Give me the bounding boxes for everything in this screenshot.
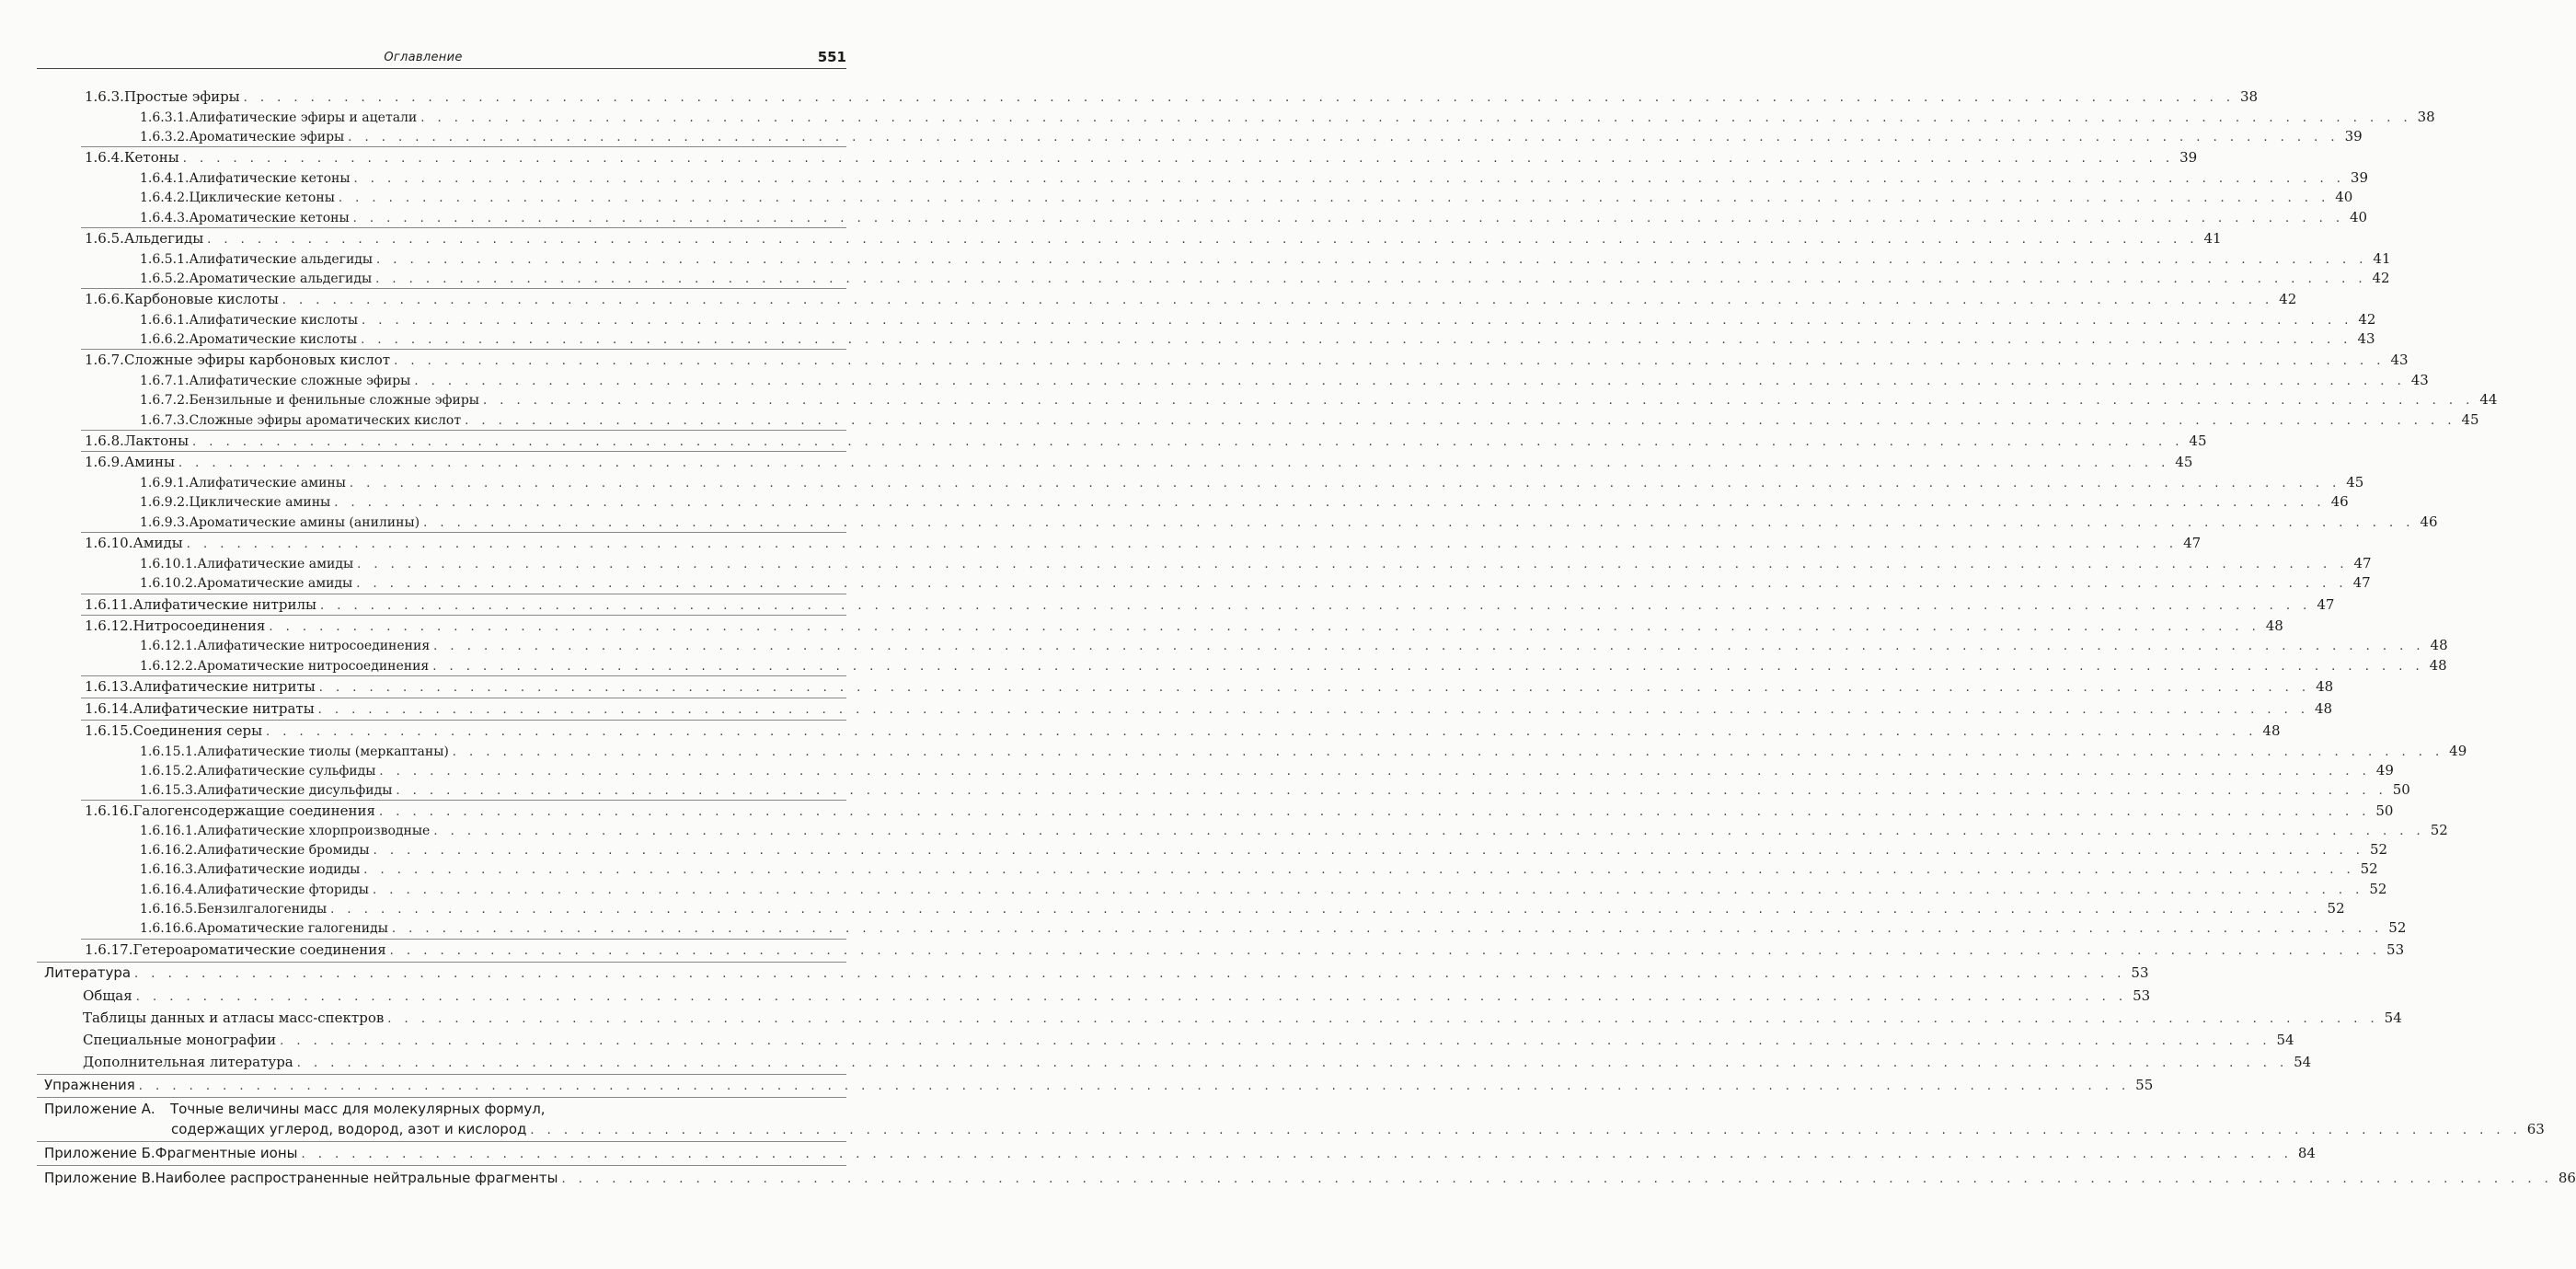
dot-leader bbox=[297, 1054, 2288, 1074]
entry-page: 52 bbox=[2327, 900, 2345, 917]
entry-page: 43 bbox=[2357, 330, 2375, 347]
toc-entry bbox=[0, 289, 2297, 309]
toc-entry bbox=[0, 721, 2281, 741]
entry-title: Лактоны bbox=[123, 433, 190, 449]
entry-page: 48 bbox=[2262, 722, 2281, 739]
dot-leader bbox=[302, 1145, 2293, 1165]
entry-title: Таблицы данных и атласы масс-спектров bbox=[83, 1009, 385, 1026]
entry-title: Амиды bbox=[132, 535, 183, 551]
entry-title: Алифатические кислоты bbox=[189, 313, 358, 328]
entry-page: 48 bbox=[2316, 678, 2334, 695]
entry-title: Циклические амины bbox=[189, 495, 331, 510]
entry-title: Алифатические сульфиды bbox=[197, 764, 376, 779]
appendix-label: Приложение Б. bbox=[44, 1145, 155, 1161]
dot-leader bbox=[207, 230, 2198, 250]
entry-page: 46 bbox=[2330, 493, 2349, 510]
entry-page: 39 bbox=[2350, 169, 2368, 186]
entry-page: 43 bbox=[2390, 352, 2409, 368]
toc-subentry bbox=[0, 741, 2467, 761]
entry-title: Галогенсодержащие соединения bbox=[132, 802, 376, 819]
entry-title: Алифатические нитриты bbox=[132, 678, 316, 695]
toc-subentry bbox=[0, 389, 2498, 410]
entry-page: 47 bbox=[2352, 574, 2371, 591]
entry-number: 1.6.7.1. bbox=[140, 374, 190, 388]
entry-title: Точные величины масс для молекулярных формул, bbox=[170, 1101, 546, 1117]
entry-number: 1.6.15. bbox=[85, 722, 133, 739]
entry-page: 48 bbox=[2315, 700, 2333, 717]
entry-page: 52 bbox=[2360, 860, 2378, 877]
entry-title: Карбоновые кислоты bbox=[123, 291, 279, 307]
dot-leader bbox=[561, 1170, 2552, 1190]
literature-subentry bbox=[0, 986, 2151, 1006]
dot-leader bbox=[348, 128, 2339, 148]
entry-page: 40 bbox=[2350, 209, 2368, 225]
toc-entry bbox=[0, 801, 2394, 821]
toc-subentry bbox=[0, 472, 2364, 492]
toc-subentry bbox=[0, 779, 2410, 800]
entry-title: Бензильные и фенильные сложные эфиры bbox=[189, 393, 479, 408]
entry-page: 47 bbox=[2183, 535, 2202, 551]
entry-page: 47 bbox=[2353, 555, 2372, 571]
entry-title: Дополнительная литература bbox=[83, 1054, 293, 1070]
toc-entry bbox=[0, 228, 2222, 248]
toc-subentry bbox=[0, 760, 2394, 780]
entry-number: 1.6.6.1. bbox=[140, 313, 190, 328]
entry-page: 53 bbox=[2131, 964, 2149, 981]
toc-subentry bbox=[0, 167, 2368, 188]
entry-page: 49 bbox=[2449, 743, 2467, 759]
entry-title: Амины bbox=[123, 454, 175, 470]
toc-subentry bbox=[0, 248, 2391, 269]
entry-title: Ароматические нитросоединения bbox=[197, 659, 430, 674]
entry-number: 1.6.5.1. bbox=[140, 252, 190, 267]
entry-number: 1.6.17. bbox=[85, 941, 133, 958]
entry-page: 52 bbox=[2369, 841, 2388, 858]
entry-page: 50 bbox=[2392, 781, 2410, 798]
entry-number: 1.6.5.2. bbox=[140, 271, 190, 286]
dot-leader bbox=[363, 860, 2354, 881]
entry-page: 63 bbox=[2526, 1121, 2545, 1137]
entry-title: Алифатические нитросоединения bbox=[197, 639, 431, 653]
entry-title: Алифатические амины bbox=[189, 476, 346, 490]
entry-page: 86 bbox=[2558, 1170, 2576, 1186]
section-divider bbox=[37, 1165, 846, 1166]
section-divider bbox=[37, 1097, 846, 1098]
dot-leader bbox=[139, 1077, 2130, 1097]
entry-page: 46 bbox=[2420, 513, 2438, 530]
entry-title: Нитросоединения bbox=[132, 617, 266, 634]
dot-leader bbox=[319, 678, 2310, 698]
dot-leader bbox=[318, 700, 2309, 721]
entry-title: Литература bbox=[44, 964, 132, 981]
entry-title: Ароматические амиды bbox=[197, 576, 353, 591]
dot-leader bbox=[423, 513, 2414, 534]
dot-leader bbox=[465, 411, 2455, 432]
entry-page: 84 bbox=[2297, 1145, 2316, 1161]
entry-title: Упражнения bbox=[44, 1077, 135, 1093]
entry-page: 52 bbox=[2430, 822, 2448, 838]
entry-number: 1.6.16.6. bbox=[140, 921, 198, 936]
dot-leader bbox=[282, 291, 2273, 311]
dot-leader bbox=[396, 781, 2386, 802]
entry-title: Алифатические нитраты bbox=[132, 700, 315, 717]
entry-number: 1.6.13. bbox=[85, 678, 133, 695]
entry-title: Алифатические дисульфиды bbox=[197, 783, 393, 798]
entry-number: 1.6.6.2. bbox=[140, 332, 190, 347]
toc-entry bbox=[0, 533, 2202, 553]
dot-leader bbox=[530, 1121, 2521, 1141]
appendix-entry bbox=[0, 1099, 964, 1119]
entry-number: 1.6.12. bbox=[85, 617, 133, 634]
entry-number: 1.6.9.1. bbox=[140, 476, 190, 490]
toc-subentry bbox=[0, 126, 2363, 146]
dot-leader bbox=[375, 270, 2366, 290]
entry-page: 53 bbox=[2386, 941, 2405, 958]
toc-subentry bbox=[0, 839, 2388, 859]
toc-entry bbox=[0, 594, 2335, 615]
entry-title: Общая bbox=[83, 987, 132, 1004]
entry-number: 1.6.9. bbox=[85, 454, 124, 470]
toc-subentry bbox=[0, 898, 2345, 918]
entry-number: 1.6.7. bbox=[85, 352, 124, 368]
toc-subentry bbox=[0, 207, 2368, 227]
entry-page: 44 bbox=[2479, 391, 2498, 408]
literature-subentry bbox=[0, 1030, 2294, 1050]
entry-page: 54 bbox=[2276, 1032, 2294, 1048]
entry-number: 1.6.4.3. bbox=[140, 211, 190, 225]
toc-subentry bbox=[0, 820, 2448, 840]
entry-page: 45 bbox=[2175, 454, 2193, 470]
entry-page: 49 bbox=[2375, 762, 2394, 779]
entry-title: Алифатические амиды bbox=[197, 557, 354, 571]
entry-number: 1.6.3.2. bbox=[140, 130, 190, 144]
entry-title: Циклические кетоны bbox=[189, 190, 335, 205]
entry-number: 1.6.9.3. bbox=[140, 515, 190, 530]
exercises-entry bbox=[0, 1075, 2154, 1095]
dot-leader bbox=[433, 637, 2424, 657]
entry-title: Алифатические эфиры и ацетали bbox=[189, 110, 418, 125]
entry-number: 1.6.16.1. bbox=[140, 824, 198, 838]
entry-number: 1.6.7.2. bbox=[140, 393, 190, 408]
entry-number: 1.6.12.1. bbox=[140, 639, 198, 653]
entry-title: Ароматические эфиры bbox=[189, 130, 345, 144]
entry-title: Ароматические кетоны bbox=[189, 211, 350, 225]
section-divider bbox=[37, 962, 846, 963]
entry-title: Бензилгалогениды bbox=[197, 902, 328, 917]
running-title: Оглавление bbox=[384, 51, 463, 64]
entry-title: Алифатические фториды bbox=[197, 883, 369, 897]
entry-title: Алифатические иодиды bbox=[197, 862, 361, 877]
appendix-continuation bbox=[0, 1119, 2545, 1139]
entry-page: 42 bbox=[2358, 311, 2376, 328]
literature-subentry bbox=[0, 1052, 2312, 1072]
toc-subentry bbox=[0, 635, 2448, 655]
dot-leader bbox=[339, 189, 2329, 209]
entry-page: 55 bbox=[2135, 1077, 2154, 1093]
entry-number: 1.6.4.1. bbox=[140, 171, 190, 186]
entry-number: 1.6.8. bbox=[85, 433, 124, 449]
entry-title: Ароматические кислоты bbox=[189, 332, 358, 347]
entry-page: 38 bbox=[2417, 109, 2435, 125]
toc-subentry bbox=[0, 491, 2349, 512]
entry-number: 1.6.10. bbox=[85, 535, 133, 551]
toc-subentry bbox=[0, 410, 2479, 430]
toc-entry bbox=[0, 698, 2333, 719]
entry-title: Сложные эфиры карбоновых кислот bbox=[123, 352, 391, 368]
entry-number: 1.6.11. bbox=[85, 596, 133, 613]
entry-title: Соединения серы bbox=[132, 722, 263, 739]
toc-subentry bbox=[0, 512, 2438, 532]
entry-title: Простые эфиры bbox=[123, 88, 240, 105]
entry-number: 1.6.10.1. bbox=[140, 557, 198, 571]
entry-page: 41 bbox=[2203, 230, 2222, 247]
appendix-entry bbox=[0, 1168, 2576, 1188]
toc-subentry bbox=[0, 553, 2372, 573]
entry-number: 1.6.16.3. bbox=[140, 862, 198, 877]
entry-page: 52 bbox=[2369, 881, 2387, 897]
entry-number: 1.6.16.4. bbox=[140, 883, 198, 897]
dot-leader bbox=[390, 941, 2381, 962]
toc-subentry bbox=[0, 187, 2353, 207]
entry-title: Алифатические кетоны bbox=[189, 171, 351, 186]
entry-number: 1.6.15.2. bbox=[140, 764, 198, 779]
dot-leader bbox=[280, 1032, 2271, 1052]
entry-title: Гетероароматические соединения bbox=[132, 941, 386, 958]
entry-title: Алифатические нитрилы bbox=[132, 596, 316, 613]
entry-number: 1.6.15.1. bbox=[140, 744, 198, 759]
entry-title: Кетоны bbox=[123, 149, 179, 166]
toc-entry bbox=[0, 940, 2405, 960]
entry-title: Ароматические галогениды bbox=[197, 921, 388, 936]
literature-entry bbox=[0, 963, 2149, 983]
dot-leader bbox=[483, 391, 2474, 411]
entry-page: 48 bbox=[2429, 657, 2447, 674]
dot-leader bbox=[394, 352, 2385, 372]
entry-title: Сложные эфиры ароматических кислот bbox=[189, 413, 462, 428]
toc-subentry bbox=[0, 268, 2390, 288]
toc-subentry bbox=[0, 859, 2378, 879]
entry-page: 43 bbox=[2410, 372, 2429, 388]
appendix-entry bbox=[0, 1143, 2316, 1163]
entry-number: 1.6.3.1. bbox=[140, 110, 190, 125]
entry-page: 39 bbox=[2344, 128, 2363, 144]
entry-number: 1.6.4. bbox=[85, 149, 124, 166]
entry-number: 1.6.12.2. bbox=[140, 659, 198, 674]
dot-leader bbox=[187, 535, 2178, 555]
entry-title: Наиболее распространенные нейтральные фрагменты bbox=[155, 1170, 558, 1186]
entry-number: 1.6.16.2. bbox=[140, 843, 198, 858]
toc-subentry bbox=[0, 107, 2435, 127]
entry-title: Ароматические альдегиды bbox=[189, 271, 373, 286]
entry-page: 45 bbox=[2346, 474, 2364, 490]
entry-title: Алифатические тиолы (меркаптаны) bbox=[197, 744, 449, 759]
dot-leader bbox=[392, 919, 2383, 940]
entry-number: 1.6.6. bbox=[85, 291, 124, 307]
toc-entry bbox=[0, 616, 2283, 636]
dot-leader bbox=[361, 330, 2352, 351]
dot-leader bbox=[353, 209, 2344, 229]
toc-subentry bbox=[0, 329, 2375, 349]
entry-page: 39 bbox=[2179, 149, 2198, 166]
entry-page: 38 bbox=[2240, 88, 2259, 105]
toc-entry bbox=[0, 87, 2259, 107]
dot-leader bbox=[334, 493, 2325, 513]
header-divider bbox=[37, 68, 846, 69]
entry-title-continuation: содержащих углерод, водород, азот и кислород bbox=[171, 1121, 527, 1137]
entry-title: Алифатические альдегиды bbox=[189, 252, 374, 267]
entry-title: Специальные монографии bbox=[83, 1032, 277, 1048]
entry-page: 52 bbox=[2388, 919, 2407, 936]
entry-page: 41 bbox=[2373, 250, 2391, 267]
dot-leader bbox=[192, 433, 2183, 453]
entry-number: 1.6.5. bbox=[85, 230, 124, 247]
entry-number: 1.6.16.5. bbox=[140, 902, 198, 917]
entry-number: 1.6.3. bbox=[85, 88, 124, 105]
section-divider bbox=[37, 1141, 846, 1142]
entry-title: Фрагментные ионы bbox=[155, 1145, 298, 1161]
entry-page: 45 bbox=[2189, 433, 2207, 449]
dot-leader bbox=[178, 454, 2169, 474]
toc-entry bbox=[0, 350, 2409, 370]
appendix-label: Приложение В. bbox=[44, 1170, 155, 1186]
entry-page: 48 bbox=[2430, 637, 2448, 653]
toc-subentry bbox=[0, 879, 2387, 899]
toc-subentry bbox=[0, 309, 2376, 329]
entry-title: Алифатические бромиды bbox=[197, 843, 370, 858]
entry-number: 1.6.15.3. bbox=[140, 783, 198, 798]
toc-subentry bbox=[0, 917, 2407, 938]
toc-entry bbox=[0, 676, 2334, 697]
entry-title: Ароматические амины (анилины) bbox=[189, 515, 420, 530]
entry-title: Альдегиды bbox=[123, 230, 204, 247]
dot-leader bbox=[320, 596, 2311, 617]
entry-page: 42 bbox=[2279, 291, 2297, 307]
dot-leader bbox=[183, 149, 2174, 169]
entry-number: 1.6.16. bbox=[85, 802, 133, 819]
dot-leader bbox=[432, 657, 2423, 677]
dot-leader bbox=[387, 1009, 2378, 1030]
toc-subentry bbox=[0, 370, 2429, 390]
entry-page: 54 bbox=[2294, 1054, 2312, 1070]
entry-page: 50 bbox=[2375, 802, 2394, 819]
appendix-label: Приложение А. bbox=[44, 1101, 155, 1117]
toc-entry bbox=[0, 431, 2207, 451]
entry-number: 1.6.10.2. bbox=[140, 576, 198, 591]
page-number: 551 bbox=[817, 49, 846, 65]
entry-number: 1.6.4.2. bbox=[140, 190, 190, 205]
entry-title: Алифатические хлорпроизводные bbox=[197, 824, 431, 838]
dot-leader bbox=[356, 574, 2347, 594]
entry-page: 47 bbox=[2317, 596, 2335, 613]
entry-page: 54 bbox=[2384, 1009, 2402, 1026]
entry-page: 40 bbox=[2335, 189, 2353, 205]
entry-page: 42 bbox=[2372, 270, 2390, 286]
entry-number: 1.6.7.3. bbox=[140, 413, 190, 428]
entry-page: 45 bbox=[2461, 411, 2479, 428]
dot-leader bbox=[244, 88, 2235, 109]
toc-entry bbox=[0, 452, 2193, 472]
entry-page: 53 bbox=[2133, 987, 2151, 1004]
literature-subentry bbox=[0, 1008, 2402, 1028]
entry-number: 1.6.9.2. bbox=[140, 495, 190, 510]
entry-page: 48 bbox=[2265, 617, 2283, 634]
toc-entry bbox=[0, 147, 2198, 167]
toc-subentry bbox=[0, 655, 2447, 675]
entry-title: Алифатические сложные эфиры bbox=[189, 374, 411, 388]
dot-leader bbox=[134, 964, 2125, 985]
toc-subentry bbox=[0, 572, 2371, 593]
dot-leader bbox=[136, 987, 2127, 1008]
entry-number: 1.6.14. bbox=[85, 700, 133, 717]
dot-leader bbox=[266, 722, 2257, 743]
